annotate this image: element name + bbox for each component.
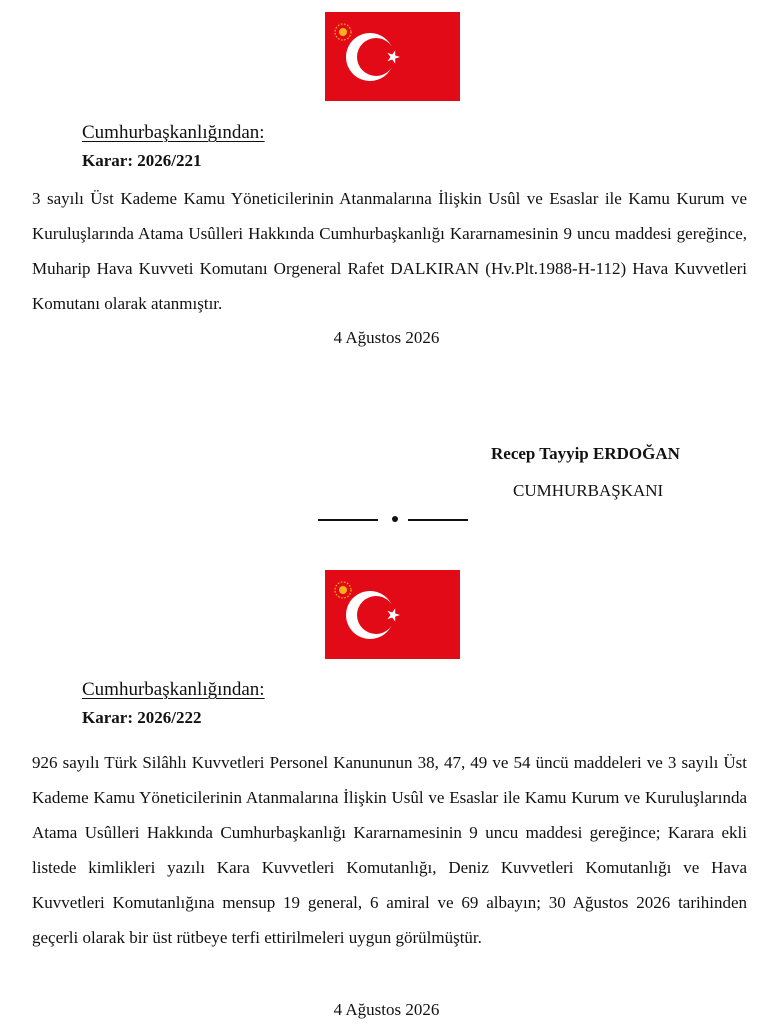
- decree-date: 4 Ağustos 2026: [333, 328, 440, 347]
- signatory-title: CUMHURBAŞKANI: [513, 481, 664, 500]
- turkish-presidential-flag-icon: [325, 570, 460, 659]
- decree-body: 926 sayılı Türk Silâhlı Kuvvetleri Personel Kanununun 38, 47, 49 ve 54 üncü maddeleri ve 3 sayılı Üst Kademe Kamu Yöneticilerinin Atanmalarına İlişkin Usûl ve Esaslar ile Kamu Kurum ve Kuruluşlarında Atama Usûlleri Hakkında Cumhurbaşkanlığı Kararnamesinin 9 uncu maddesi gereğince; Karara ekli listede kimlikleri yazılı Kara Kuvvetleri Komutanlığı, Deniz Kuvvetleri Komutanlığı ve Hava Kuvvetleri Komutanlığına mensup 19 general, 6 amiral ve 69 albayın; 30 Ağustos 2026 tarihinden geçerli olarak bir üst rütbeye terfi ettirilmeleri uygun görülmüştür.: [32, 753, 747, 947]
- decree-issuer: Cumhurbaşkanlığından:: [82, 679, 265, 700]
- signatory-name: Recep Tayyip ERDOĞAN: [491, 444, 680, 463]
- decree-issuer: Cumhurbaşkanlığından:: [82, 122, 265, 143]
- decree-date: 4 Ağustos 2026: [333, 1000, 440, 1019]
- decree-number: Karar: 2026/222: [82, 708, 202, 727]
- decree-body: 3 sayılı Üst Kademe Kamu Yöneticilerinin Atanmalarına İlişkin Usûl ve Esaslar ile Kamu Kurum ve Kuruluşlarında Atama Usûlleri Hakkında Cumhurbaşkanlığı Kararnamesinin 9 uncu maddesi gereğince, Muharip Hava Kuvveti Komutanı Orgeneral Rafet DALKIRAN (Hv.Plt.1988-H-112) Hava Kuvvetleri Komutanı olarak atanmıştır.: [32, 189, 747, 313]
- decree-number: Karar: 2026/221: [82, 151, 202, 170]
- turkish-presidential-flag-icon: [325, 12, 460, 101]
